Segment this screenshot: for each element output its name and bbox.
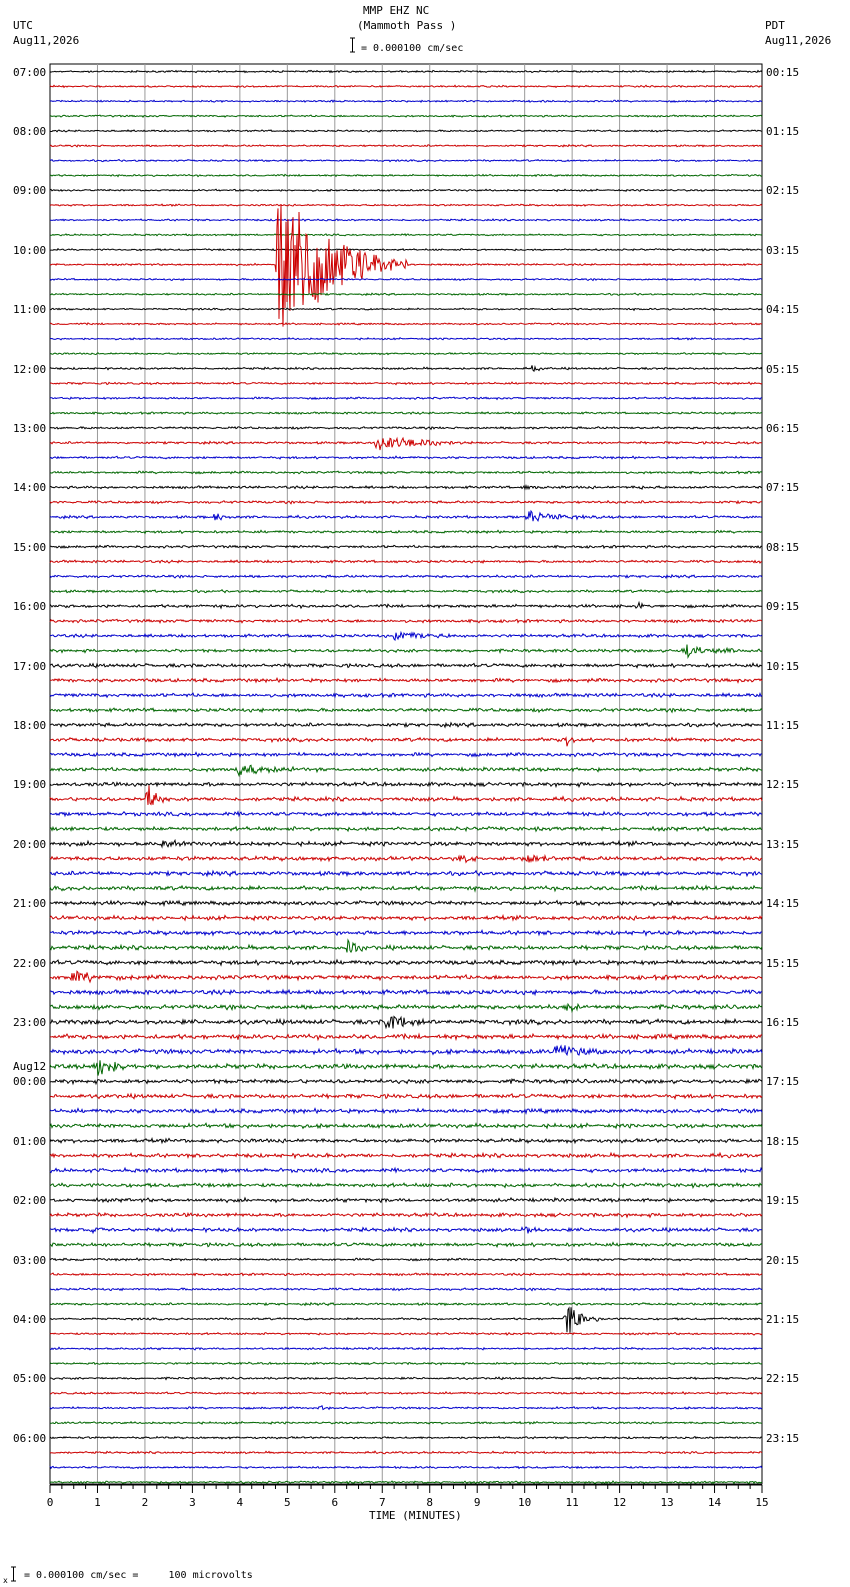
- utc-hour-label: 11:00: [13, 303, 47, 317]
- seismogram-trace: [50, 1094, 762, 1099]
- seismogram-trace: [50, 1004, 762, 1011]
- seismogram-trace: [50, 530, 762, 533]
- seismogram-trace: [50, 723, 762, 727]
- utc-hour-label: 04:00: [13, 1312, 47, 1326]
- x-tick-label: 1: [94, 1496, 101, 1509]
- seismogram-trace: [50, 279, 762, 281]
- pdt-hour-label: 17:15: [766, 1075, 800, 1089]
- seismogram-trace: [50, 738, 762, 747]
- utc-hour-label: 21:00: [13, 897, 47, 911]
- seismogram-trace: [50, 1347, 762, 1350]
- seismogram-trace: [50, 397, 762, 399]
- seismogram-trace: [50, 204, 762, 206]
- left-date: Aug11,2026: [13, 34, 80, 47]
- seismogram-trace: [50, 486, 762, 489]
- seismogram-trace: [50, 812, 762, 816]
- x-axis-label: TIME (MINUTES): [369, 1509, 462, 1522]
- x-tick-label: 4: [236, 1496, 244, 1509]
- seismogram-trace: [50, 1258, 762, 1261]
- utc-hour-label: 15:00: [13, 540, 47, 554]
- seismogram-trace: [50, 645, 762, 658]
- seismogram-trace: [50, 145, 762, 147]
- seismogram-trace: [50, 1437, 762, 1439]
- seismogram-trace: [50, 765, 762, 775]
- seismogram-trace: [50, 1362, 762, 1365]
- utc-date-change-label: Aug12: [13, 1060, 47, 1074]
- utc-hour-label: 05:00: [13, 1372, 47, 1386]
- pdt-hour-label: 19:15: [766, 1194, 800, 1208]
- utc-hour-label: 01:00: [13, 1134, 47, 1148]
- pdt-hour-label: 06:15: [766, 421, 800, 435]
- seismogram-trace: [50, 456, 762, 459]
- utc-hour-label: 03:00: [13, 1253, 47, 1267]
- utc-hour-label: 19:00: [13, 778, 47, 792]
- seismogram-trace: [50, 353, 762, 355]
- seismogram-trace: [50, 663, 762, 667]
- seismogram-trace: [50, 971, 762, 982]
- seismogram-trace: [50, 708, 762, 712]
- seismogram-trace: [50, 100, 762, 102]
- seismogram-trace: [50, 382, 762, 385]
- seismogram-trace: [50, 1123, 762, 1128]
- seismogram-trace: [50, 1227, 762, 1233]
- pdt-hour-label: 21:15: [766, 1312, 800, 1326]
- footer-marker: x: [3, 1576, 8, 1585]
- seismogram-trace: [50, 1288, 762, 1291]
- pdt-hour-label: 07:15: [766, 481, 800, 495]
- seismogram-trace: [50, 174, 762, 176]
- pdt-hour-label: 10:15: [766, 659, 800, 673]
- seismogram-trace: [50, 840, 762, 847]
- seismogram-trace: [50, 560, 762, 563]
- seismogram-trace: [50, 511, 762, 521]
- x-tick-label: 0: [46, 1496, 54, 1509]
- pdt-hour-label: 18:15: [766, 1134, 800, 1148]
- seismogram-trace: [50, 1168, 762, 1172]
- seismogram-trace: [50, 1392, 762, 1395]
- right-timezone: PDT: [765, 19, 785, 32]
- seismogram-trace: [50, 471, 762, 474]
- pdt-hour-label: 13:15: [766, 837, 800, 851]
- footer-scale-note: = 0.000100 cm/sec = 100 microvolts: [24, 1570, 253, 1581]
- seismogram-trace: [50, 219, 762, 221]
- seismogram-trace: [50, 886, 762, 891]
- seismogram-trace: [50, 940, 762, 952]
- seismogram-trace: [50, 70, 762, 72]
- left-timezone: UTC: [13, 19, 33, 32]
- pdt-hour-label: 15:15: [766, 956, 800, 970]
- seismogram-trace: [50, 855, 762, 862]
- seismogram-trace: [50, 693, 762, 697]
- seismogram-trace: [50, 308, 762, 310]
- utc-hour-label: 18:00: [13, 718, 47, 732]
- station-location: (Mammoth Pass ): [357, 19, 457, 32]
- utc-hour-label: 16:00: [13, 600, 47, 614]
- seismogram-trace: [50, 130, 762, 132]
- scale-text: = 0.000100 cm/sec: [361, 43, 464, 54]
- seismogram-trace: [50, 249, 762, 251]
- seismogram-trace: [50, 85, 762, 87]
- seismogram-trace: [50, 1153, 762, 1158]
- seismogram-trace: [50, 930, 762, 935]
- seismogram-trace: [50, 338, 762, 340]
- seismogram-trace: [50, 871, 762, 876]
- x-tick-label: 15: [755, 1496, 769, 1509]
- seismogram-trace: [50, 1034, 762, 1040]
- seismogram-trace: [50, 1213, 762, 1218]
- seismogram-trace: [50, 1333, 762, 1336]
- pdt-hour-label: 04:15: [766, 303, 800, 317]
- seismogram-trace: [50, 590, 762, 593]
- utc-hour-label: 09:00: [13, 184, 47, 198]
- pdt-hour-label: 08:15: [766, 540, 800, 554]
- seismogram-trace: [50, 293, 762, 295]
- x-tick-label: 3: [189, 1496, 196, 1509]
- seismogram-trace: [50, 189, 762, 191]
- seismogram-trace: [50, 1377, 762, 1379]
- utc-hour-label: 20:00: [13, 837, 47, 851]
- seismogram-trace: [50, 1109, 762, 1114]
- seismogram-trace: [50, 412, 762, 414]
- scale-bar-icon: [349, 37, 356, 53]
- pdt-hour-label: 02:15: [766, 184, 800, 198]
- seismogram-trace: [50, 678, 762, 682]
- station-title: MMP EHZ NC: [363, 4, 430, 17]
- seismogram-trace: [50, 1466, 762, 1468]
- seismogram-trace: [50, 960, 762, 965]
- seismogram-trace: [50, 501, 762, 504]
- utc-hour-label: 06:00: [13, 1431, 47, 1445]
- seismogram-trace: [50, 1045, 762, 1055]
- seismogram-trace: [50, 1079, 762, 1084]
- pdt-hour-label: 16:15: [766, 1015, 800, 1029]
- pdt-hour-label: 05:15: [766, 362, 800, 376]
- pdt-hour-label: 14:15: [766, 897, 800, 911]
- seismogram-trace: [50, 827, 762, 832]
- plot-frame: [50, 64, 762, 1484]
- seismogram-traces: [50, 70, 762, 1483]
- seismogram-trace: [50, 990, 762, 995]
- pdt-hour-label: 20:15: [766, 1253, 800, 1267]
- seismogram-trace: [50, 1198, 762, 1203]
- seismogram-trace: [50, 1422, 762, 1424]
- seismogram-trace: [50, 365, 762, 371]
- seismogram-trace: [50, 916, 762, 921]
- pdt-hour-label: 23:15: [766, 1431, 800, 1445]
- seismogram-trace: [50, 1273, 762, 1276]
- time-axis: [47, 1485, 769, 1509]
- x-tick-label: 11: [565, 1496, 579, 1509]
- seismogram-trace: [50, 1307, 762, 1333]
- seismogram-trace: [50, 1139, 762, 1143]
- utc-hour-label: 12:00: [13, 362, 47, 376]
- seismogram-trace: [50, 427, 762, 430]
- seismogram-trace: [50, 1183, 762, 1188]
- utc-hour-label: 07:00: [13, 65, 47, 79]
- pdt-hour-label: 03:15: [766, 243, 800, 257]
- seismogram-trace: [50, 1406, 762, 1410]
- x-tick-label: 8: [426, 1496, 434, 1509]
- right-date: Aug11,2026: [765, 34, 832, 47]
- seismogram-trace: [50, 1017, 762, 1029]
- x-tick-label: 5: [284, 1496, 291, 1509]
- x-tick-label: 7: [378, 1496, 386, 1509]
- seismogram-trace: [50, 901, 762, 906]
- x-tick-label: 2: [141, 1496, 149, 1509]
- seismogram-trace: [50, 115, 762, 117]
- footer-scale-bar-icon: [10, 1566, 17, 1582]
- seismogram-trace: [50, 1451, 762, 1454]
- utc-hour-label: 22:00: [13, 956, 47, 970]
- x-tick-label: 6: [331, 1496, 339, 1509]
- utc-hour-label: 14:00: [13, 481, 47, 495]
- x-tick-label: 12: [612, 1496, 627, 1509]
- utc-hour-label: 13:00: [13, 421, 47, 435]
- pdt-hour-label: 09:15: [766, 600, 800, 614]
- utc-hour-label: 17:00: [13, 659, 47, 673]
- seismogram-trace: [50, 1303, 762, 1306]
- seismogram-trace: [50, 1243, 762, 1247]
- pdt-hour-label: 22:15: [766, 1372, 800, 1386]
- pdt-hour-label: 12:15: [766, 778, 800, 792]
- seismogram-trace: [50, 785, 762, 805]
- seismogram-trace: [50, 632, 762, 640]
- x-tick-label: 13: [660, 1496, 674, 1509]
- seismogram-trace: [50, 438, 762, 450]
- utc-hour-label: 00:00: [13, 1075, 47, 1089]
- seismogram-trace: [50, 160, 762, 162]
- seismogram-trace: [50, 545, 762, 548]
- pdt-hour-label: 11:15: [766, 718, 800, 732]
- seismogram-trace: [50, 323, 762, 325]
- utc-hour-label: 02:00: [13, 1194, 47, 1208]
- seismogram-trace: [50, 575, 762, 578]
- x-tick-label: 14: [707, 1496, 722, 1509]
- seismogram-trace: [50, 1060, 762, 1075]
- minute-grid: [50, 64, 762, 1484]
- seismogram-trace: [50, 1481, 762, 1484]
- utc-hour-label: 23:00: [13, 1015, 47, 1029]
- x-tick-label: 10: [518, 1496, 532, 1509]
- seismogram-trace: [50, 619, 762, 622]
- utc-hour-label: 08:00: [13, 124, 47, 138]
- seismogram-trace: [50, 753, 762, 757]
- x-tick-label: 9: [473, 1496, 481, 1509]
- seismogram-trace: [50, 603, 762, 609]
- utc-hour-label: 10:00: [13, 243, 47, 257]
- seismogram-trace: [50, 782, 762, 787]
- pdt-hour-label: 01:15: [766, 124, 800, 138]
- seismogram-trace: [50, 234, 762, 236]
- pdt-hour-label: 00:15: [766, 65, 800, 79]
